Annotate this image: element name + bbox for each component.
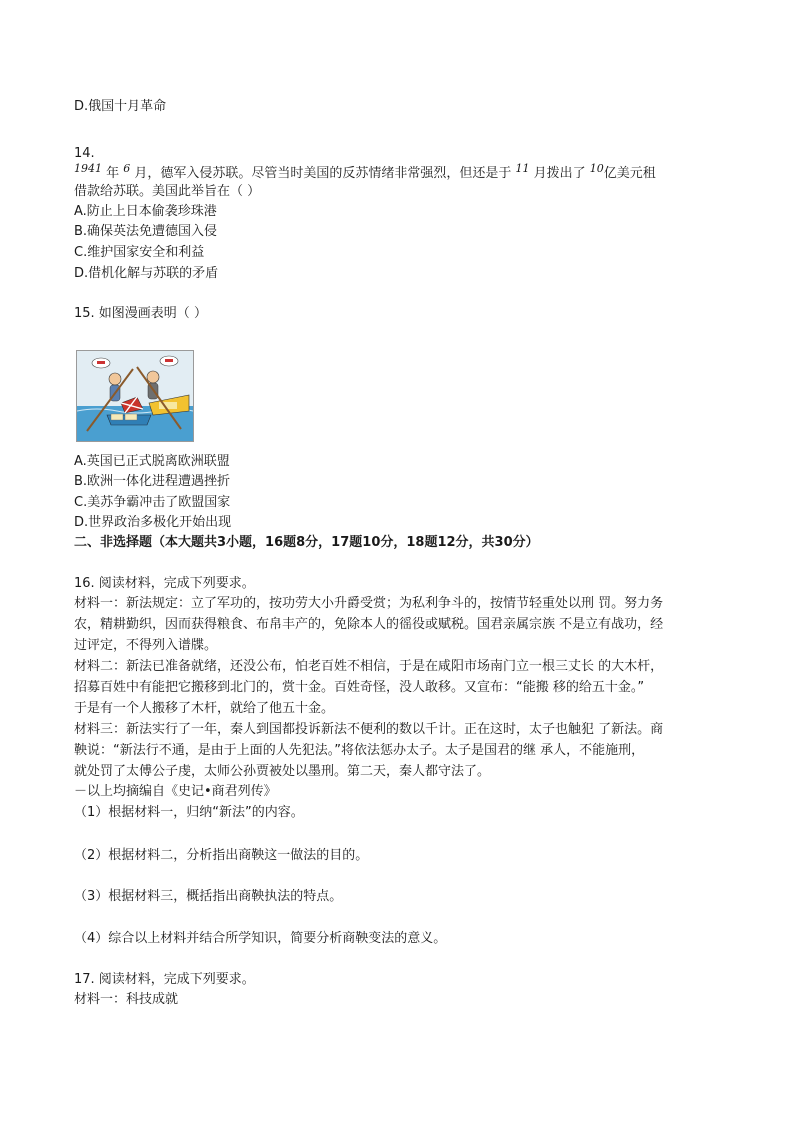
q14-option-a: A.防止上日本偷袭珍珠港 [74, 204, 217, 219]
q15-option-a: A.英国已正式脱离欧洲联盟 [74, 454, 230, 469]
q15-stem: 15. 如图漫画表明（ ） [74, 306, 207, 321]
q14-option-c: C.维护国家安全和利益 [74, 245, 205, 260]
q16-question2: （2）根据材料二，分析指出商鞅这一做法的目的。 [74, 848, 369, 863]
q16-material2-line2: 招募百姓中有能把它搬移到北门的，赏十金。百姓奇怪，没人敢移。又宣布：“能搬 移的给五十金。” [74, 680, 645, 695]
q14-number: 14. [74, 146, 95, 161]
q16-material1-line1: 材料一：新法规定：立了军功的，按功劳大小升爵受赏；为私利争斗的，按情节轻重处以刑 罚。努力务 [74, 596, 664, 611]
q16-material1-line3: 过评定，不得列入谱牒。 [74, 638, 218, 653]
q16-question1: （1）根据材料一，归纳“新法”的内容。 [74, 805, 304, 820]
q16-material1-line2: 农，精耕勤织，因而获得粮食、布帛丰产的，免除本人的徭役或赋税。国君亲属宗族 不是立有战功，经 [74, 617, 664, 632]
q16-material2-line1: 材料二：新法已准备就绪，还没公布，怕老百姓不相信，于是在咸阳市场南门立一根三丈长 的大木杆， [74, 659, 664, 674]
q16-material2-line3: 于是有一个人搬移了木杆，就给了他五十金。 [74, 701, 335, 716]
q16-source: －以上均摘编自《史记•商君列传》 [74, 784, 277, 799]
q15-option-d: D.世界政治多极化开始出现 [74, 515, 232, 530]
q17-material1: 材料一：科技成就 [74, 992, 179, 1007]
q14-stem-line2: 借款给苏联。美国此举旨在（ ） [74, 184, 261, 199]
q16-stem: 16. 阅读材料，完成下列要求。 [74, 576, 255, 591]
q15-option-b: B.欧洲一体化进程遭遇挫折 [74, 474, 231, 489]
q13-option-d: D.俄国十月革命 [74, 99, 167, 114]
q14-option-b: B.确保英法免遭德国入侵 [74, 224, 218, 239]
q15-option-c: C.美苏争霸冲击了欧盟国家 [74, 495, 231, 510]
q16-material3-line3: 就处罚了太傅公子虔，太师公孙贾被处以墨刑。第二天，秦人都守法了。 [74, 764, 491, 779]
q16-material3-line2: 鞅说：“新法行不通，是由于上面的人先犯法。”将依法惩办太子。太子是国君的继 承人，不能施刑， [74, 743, 645, 758]
q14-year: 1941 [74, 162, 102, 175]
cartoon-illustration [77, 351, 193, 441]
q14-stem-line1: $^{1941}$ 年 $^6$ 月，德军入侵苏联。尽管当时美国的反苏情绪非常强烈，但还是于 $^{11}$ 月拨出了 $^{10}$亿美元租 [74, 162, 656, 181]
q14-option-d: D.借机化解与苏联的矛盾 [74, 266, 219, 281]
section-title: 二、非选择题（本大题共3小题，16题8分，17题10分，18题12分，共30分） [74, 535, 539, 550]
q14-amount: 10 [589, 162, 604, 175]
q14-month2: 11 [515, 162, 530, 175]
q16-question4: （4）综合以上材料并结合所学知识，简要分析商鞅变法的意义。 [74, 931, 447, 946]
q14-month1: 6 [123, 162, 131, 175]
q17-stem: 17. 阅读材料，完成下列要求。 [74, 972, 255, 987]
q16-question3: （3）根据材料三，概括指出商鞅执法的特点。 [74, 889, 343, 904]
cartoon-figure [76, 350, 194, 442]
q16-material3-line1: 材料三：新法实行了一年，秦人到国都投诉新法不便利的数以千计。正在这时，太子也触犯 了新法。商 [74, 722, 664, 737]
